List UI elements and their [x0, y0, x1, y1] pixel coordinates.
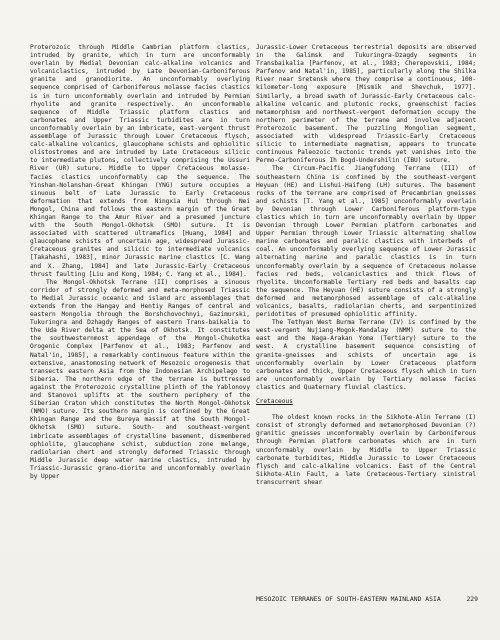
running-title: MESOZOIC TERRANES OF SOUTH-EASTERN MAINLAND ASIA: [256, 595, 441, 603]
paragraph: The Circum-Pacific Jiangfudong Terrane (III) of southeastern China is confined by the southeast-vergent Heyuan (HE) and Lishui-Haifeng (LH) sutures. The basement rocks of the terrane are comprised of Precambrian gneisses and schists [T. Yang et al., 1985] unconformably overlain by Devonian through Lower Carboniferous platform-type clastics which in turn are unconformably overlain by Upper Devonian through Lower Permian platform carbonates and Upper Permian through Lower Triassic alternating shallow marine carbonates and paralic clastics with interbeds of coal. An unconformably overlying sequence of Lower Jurassic alternating marine and paralic clastics is in turn unconformably overlain by a sequence of Cretaceous molasse facies red beds, volcaniclastics and thick flows of rhyolite. Unconformable Tertiary red beds and basalts cap the sequence. The Heyuan (HE) suture consists of a strongly deformed and metamorphosed assemblage of calc-alkaline volcanics, basalts, radiolarian cherts, and serpentinized peridotites of presumed ophiolitic affinity.: [256, 165, 476, 319]
right-column: [256, 44, 476, 487]
paragraph: The oldest known rocks in the Sikhote-Alin Terrane (I) consist of strongly deformed and metamorphosed Devonian (?) granitic gneisses unconformably overlain by Carboniferous through Permian platform carbonates which are in turn unconformably overlain by Middle to Upper Triassic carbonate turbidites, Middle Jurassic to Lower Cretaceous flysch and calc-alkaline volcanics. East of the Central Sikhote-Alin Fault, a late Cretaceous-Tertiary sinistral transcurrent shear: [256, 414, 476, 486]
page-footer: [256, 595, 478, 603]
paragraph: Proterozoic through Middle Cambrian platform clastics, intruded by granite, which in turn are unconformably overlain by Medial Devonian calc-alkaline volcanics and volcaniclastics, intruded by Late Devonian-Carboniferous granite and granodiorite. An unconformably overlying sequence comprised of Carboniferous molasse facies clastics is in turn unconformably overlain and intruded by Permian rhyolite and granite respectively. An unconformable sequence of Middle Triassic platform clastics and carbonates and Upper Triassic turbidites are in turn unconformably overlain by an imbricate, east-vergent thrust assemblage of Jurassic through Lower Cretaceous flysch, calc-alkaline volcanics, glaucophane schists and ophiolitic olistostromes and are intruded by Late Cretaceous silicic to intermediate plutons, collectively comprising the Ussuri River (UR) suture. Middle to Upper Cretaceous molasse-facies clastics unconformably cap the sequence. The Yinshan-Nolanshan-Great Khingan (YNG) suture occupies a sinuous belt of Late Jurassic to Early Cretaceous deformation that extends from Ningxia Hui through Nei Mongol, China and follows the eastern margin of the Great Khingan Range to the Amur River and a presumed juncture with the South Mongol-Okhotsk (SMO) suture. It is associated with scattered ultramafics [Huang, 1984] and glaucophane schists of uncertain age, widespread Jurassic-Cretaceous granites and silicic to intermediate volcanics [Takahashi, 1983], minor Jurassic marine clastics [C. Wang and X. Zhang, 1984] and late Jurassic-Early Cretaceous thrust faulting [Liu and Kong, 1984; C. Yang et al., 1984].: [30, 44, 250, 278]
left-column: [30, 44, 250, 481]
paragraph: The Mongol-Okhotsk Terrane (II) comprises a sinuous corridor of strongly deformed and meta-morphosed Triassic to Medial Jurassic oceanic and island arc assemblages that extends from the Hangay and Hentiy Ranges of central and eastern Mongolia through the Borshchovochnyi, Gazimurski, Tukuringra and Dzhagdy Ranges of eastern Trans-baikalia to the Uda River delta at the Sea of Okhotsk. It constitutes the southwesternmost appendage of the Mongol-Chukotka Orogenic Complex [Parfenov et al., 1983; Parfenov and Natal'in, 1985], a remarkably continuous feature within the extensive, anastomosing network of Mesozoic orogenesis that transects eastern Asia from the Indonesian Archipelago to Siberia. The northern edge of the terrane is buttressed against the Proterozoic crystalline plinth of the Yablonovy and Stanovoi uplifts at the southern periphery of the Siberian Craton which constitutes the North Mongol-Okhotsk (NMO) suture. Its southern margin is confined by the Great Khingan Range and the Bureya massif at the South Mongol-Okhotsk (SMO) suture. South- and southeast-vergent imbricate assemblages of crystalline basement, dismembered ophiolite, glaucophane schist, subduction zone melange, radiolarian chert and strongly deformed Triassic through Middle Jurassic deep water marine clastics, intruded by Triassic-Jurassic grano-diorite and unconformably overlain by Upper: [30, 278, 250, 480]
paragraph: The Tethyan West Burma Terrane (IV) is confined by the west-vergent Nujiang-Mogok-Mandalay (NMM) suture to the east and the Naga-Arakan Yoma (Tertiary) suture to the west. A crystalline basement sequence consisting of granite-gneisses and schists of uncertain age is unconformably overlain by Lower Cretaceous platform carbonates and thick, Upper Cretaceous flysch which in turn are unconformably overlain by Tertiary molasse facies clastics and Quaternary fluvial clastics.: [256, 319, 476, 391]
page-number: 229: [466, 595, 478, 603]
paragraph: Jurassic-Lower Cretaceous terrestrial deposits are observed in the Galimsk and Tukuringra-Dzagdy segments in Transbaikalia [Parfenov, et al., 1983; Cherepovskii, 1984; Parfenov and Natal'in, 1985], particularly along the Shilka River near Sretensk where they comprise a continuous, 100-kilometer-long exposure [Mismik and Shevchuk, 1977]. Similarly, a broad swath of Jurassic-Early Cretaceous calc-alkaline volcanic and plutonic rocks, greenschist facies metamorphism and northwest-vergent deformation occupy the northern perimeter of the terrane and involve adjacent Proterozoic basement. The puzzling Mongolian segment, associated with widespread Triassic-Early Cretaceous silicic to intermediate magmatism, appears to truncate continuous Paleozoic tectonic trends yet vanishes into the Permo-Carboniferous Ih Bogd-Undershilin (IBU) suture.: [256, 44, 476, 165]
section-heading: Cretaceous: [256, 398, 293, 406]
